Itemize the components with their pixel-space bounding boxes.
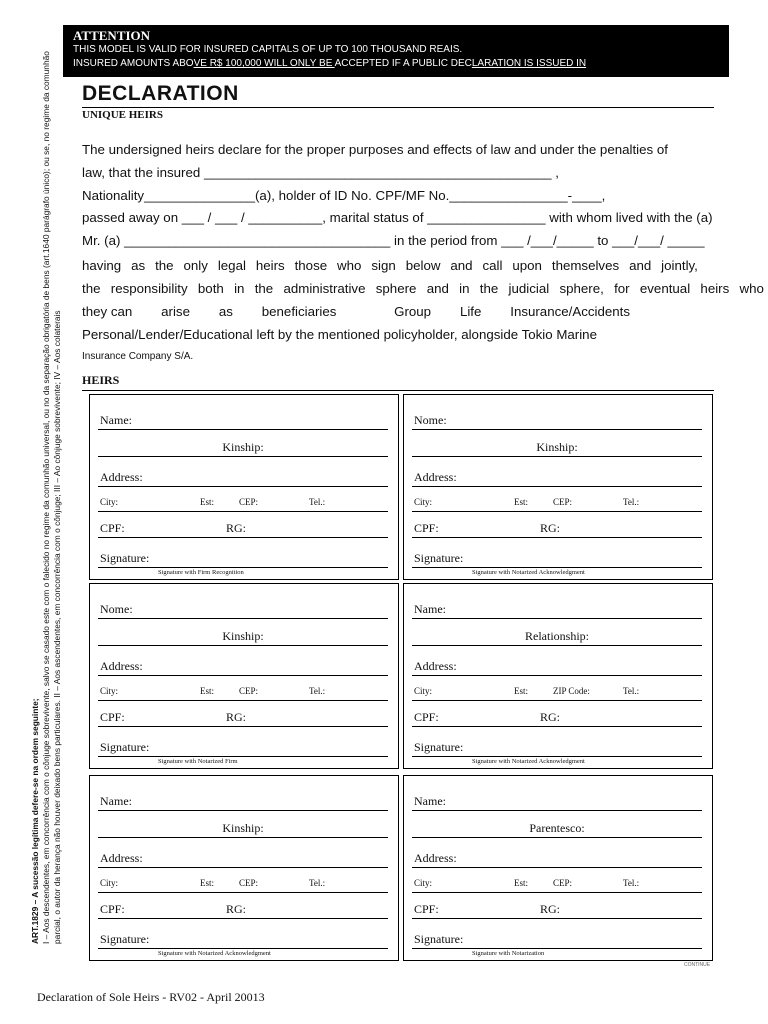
zip-label: CEP: xyxy=(239,686,259,696)
word: beneficiaries xyxy=(261,304,337,319)
signature-field[interactable] xyxy=(98,551,388,568)
word: and xyxy=(450,258,473,273)
city-label: City: xyxy=(100,497,119,507)
word: in xyxy=(459,281,470,296)
attention-banner xyxy=(63,25,729,77)
word: heirs xyxy=(255,258,285,273)
body-line-7 xyxy=(82,281,764,296)
word: upon xyxy=(512,258,542,273)
rg-label: RG: xyxy=(540,521,561,535)
kinship-field[interactable] xyxy=(98,440,388,457)
word: having xyxy=(82,258,122,273)
attention-line-2-b: VE R$ 100,000 WILL ONLY BE xyxy=(193,58,335,69)
kinship-label: Kinship: xyxy=(536,440,578,454)
attention-line-2 xyxy=(73,57,719,71)
body-line-9: Personal/Lender/Educational left by the mentioned policyholder, alongside Tokio Marine xyxy=(82,327,597,342)
name-field[interactable] xyxy=(98,413,388,430)
signature-label: Signature: xyxy=(100,932,150,946)
name-field[interactable] xyxy=(98,602,388,619)
footer: Declaration of Sole Heirs - RV02 - April 20013 xyxy=(37,990,265,1004)
est-label: Est: xyxy=(200,497,215,507)
tel-label: Tel.: xyxy=(623,686,640,696)
zip-label: CEP: xyxy=(239,878,259,888)
attention-line-2-d: LARATION IS ISSUED IN xyxy=(471,58,587,69)
city-row[interactable] xyxy=(412,878,702,893)
signature-field[interactable] xyxy=(98,932,388,949)
word: those xyxy=(294,258,328,273)
word: arise xyxy=(161,304,190,319)
heir-box xyxy=(403,394,713,580)
zip-label: ZIP Code: xyxy=(553,686,590,696)
cpf-rg-row[interactable] xyxy=(412,902,702,919)
rg-label: RG: xyxy=(540,710,561,724)
signature-field[interactable] xyxy=(412,551,702,568)
word: sphere xyxy=(375,281,417,296)
word: who xyxy=(739,281,764,296)
rg-label: RG: xyxy=(226,710,247,724)
signature-caption-text: Signature with Firm Recognition xyxy=(158,569,244,576)
word: they can xyxy=(82,304,133,319)
cpf-label: CPF: xyxy=(414,710,439,724)
signature-caption-text: Signature with Notarized Acknowledgment xyxy=(158,950,271,957)
kinship-label: Kinship: xyxy=(222,629,264,643)
attention-line-2-a: INSURED AMOUNTS ABO xyxy=(73,58,194,69)
name-field[interactable] xyxy=(412,413,702,430)
address-field[interactable] xyxy=(412,851,702,868)
word: heirs xyxy=(700,281,730,296)
signature-caption-text: Signature with Notarized Firm xyxy=(158,758,238,765)
title-rule xyxy=(82,107,714,108)
name-label: Name: xyxy=(414,602,446,616)
kinship-label: Parentesco: xyxy=(529,821,585,835)
word: jointly, xyxy=(661,258,698,273)
tel-label: Tel.: xyxy=(309,497,326,507)
address-label: Address: xyxy=(414,659,457,673)
address-field[interactable] xyxy=(412,659,702,676)
address-field[interactable] xyxy=(98,470,388,487)
word: below xyxy=(405,258,441,273)
address-label: Address: xyxy=(414,851,457,865)
cpf-rg-row[interactable] xyxy=(412,710,702,727)
kinship-label: Kinship: xyxy=(222,440,264,454)
word: Life xyxy=(459,304,482,319)
city-row[interactable] xyxy=(412,686,702,701)
attention-line-2-c: ACCEPTED IF A PUBLIC DEC xyxy=(334,58,472,69)
est-label: Est: xyxy=(200,878,215,888)
word: as xyxy=(131,258,146,273)
continue-note: CONTINUE xyxy=(684,962,711,968)
kinship-field[interactable] xyxy=(412,440,702,457)
name-field[interactable] xyxy=(412,794,702,811)
cpf-label: CPF: xyxy=(414,902,439,916)
body-line-4: passed away on ___ / ___ / __________, marital status of ________________ with whom lived with the (a) xyxy=(82,210,713,225)
signature-field[interactable] xyxy=(412,932,702,949)
tel-label: Tel.: xyxy=(309,878,326,888)
tel-label: Tel.: xyxy=(309,686,326,696)
tel-label: Tel.: xyxy=(623,497,640,507)
signature-label: Signature: xyxy=(414,551,464,565)
est-label: Est: xyxy=(514,686,529,696)
kinship-field[interactable] xyxy=(98,821,388,838)
kinship-label: Kinship: xyxy=(222,821,264,835)
tel-label: Tel.: xyxy=(623,878,640,888)
signature-field[interactable] xyxy=(98,740,388,757)
rg-label: RG: xyxy=(226,521,247,535)
address-field[interactable] xyxy=(98,659,388,676)
heir-box xyxy=(89,394,399,580)
attention-title: ATTENTION xyxy=(73,28,151,43)
word: eventual xyxy=(639,281,691,296)
est-label: Est: xyxy=(514,497,529,507)
word: as xyxy=(218,304,233,319)
word: the xyxy=(479,281,499,296)
kinship-field[interactable] xyxy=(98,629,388,646)
cpf-rg-row[interactable] xyxy=(98,710,388,727)
zip-label: CEP: xyxy=(553,878,573,888)
word: and xyxy=(426,281,449,296)
heirs-rule xyxy=(82,390,714,391)
name-label: Nome: xyxy=(414,413,447,427)
sidebar-line-3: parcial, o autor da herança não houver deixado bens particulares. II – Aos ascendentes, em concorrência com o cônjuge; III – Ao cônjuge sobrevivente; IV – Aos colaterais xyxy=(52,310,62,944)
rg-label: RG: xyxy=(540,902,561,916)
word: Group xyxy=(394,304,432,319)
name-label: Name: xyxy=(414,794,446,808)
sidebar-line-1: ART.1829 – A sucessão legítima defere-se na ordem seguinte; xyxy=(30,698,40,944)
city-row[interactable] xyxy=(98,878,388,893)
heir-box xyxy=(89,775,399,961)
legal-sidebar xyxy=(30,51,63,944)
heirs-title: HEIRS xyxy=(82,373,120,387)
city-label: City: xyxy=(414,878,433,888)
cpf-label: CPF: xyxy=(414,521,439,535)
city-label: City: xyxy=(414,686,433,696)
word: the xyxy=(155,258,174,273)
city-row[interactable] xyxy=(98,686,388,701)
name-label: Name: xyxy=(100,794,132,808)
address-label: Address: xyxy=(414,470,457,484)
signature-label: Signature: xyxy=(414,740,464,754)
word: both xyxy=(197,281,224,296)
name-label: Nome: xyxy=(100,602,133,616)
body-line-2: law, that the insured _______________________________________________ , xyxy=(82,165,559,180)
word: Insurance/Accidents xyxy=(510,304,630,319)
rg-label: RG: xyxy=(226,902,247,916)
document-title: DECLARATION xyxy=(82,82,239,105)
word: judicial xyxy=(508,281,550,296)
body-line-10: Insurance Company S/A. xyxy=(82,351,194,362)
body-line-3: Nationality_______________(a), holder of ID No. CPF/MF No.________________-____, xyxy=(82,188,606,203)
address-field[interactable] xyxy=(412,470,702,487)
sidebar-line-2: I – Aos descendentes, em concorrência com o cônjuge sobrevivente, salvo se casado este com o falecido no regime da comunhão universal, ou no da separação obrigatória de bens (art.1640 parágrafo único); ou se, no regime da comunhão xyxy=(41,51,51,944)
body-line-5: Mr. (a) ____________________________________ in the period from ___ /___/_____ to ___/___/ _____ xyxy=(82,233,705,248)
heir-box xyxy=(403,583,713,769)
word: and xyxy=(629,258,652,273)
est-label: Est: xyxy=(200,686,215,696)
word: in xyxy=(234,281,245,296)
cpf-rg-row[interactable] xyxy=(98,521,388,538)
address-label: Address: xyxy=(100,470,143,484)
word: sign xyxy=(371,258,396,273)
word: themselves xyxy=(551,258,620,273)
word: responsibility xyxy=(110,281,188,296)
address-field[interactable] xyxy=(98,851,388,868)
word: only xyxy=(183,258,208,273)
word: sphere, xyxy=(559,281,604,296)
signature-caption-text: Signature with Notarized Acknowledgment xyxy=(472,758,585,765)
address-label: Address: xyxy=(100,851,143,865)
signature-label: Signature: xyxy=(100,551,150,565)
signature-field[interactable] xyxy=(412,740,702,757)
zip-label: CEP: xyxy=(553,497,573,507)
city-row[interactable] xyxy=(412,497,702,512)
zip-label: CEP: xyxy=(239,497,259,507)
name-field[interactable] xyxy=(412,602,702,619)
word: who xyxy=(337,258,362,273)
cpf-rg-row[interactable] xyxy=(412,521,702,538)
kinship-field[interactable] xyxy=(412,629,702,646)
cpf-rg-row[interactable] xyxy=(98,902,388,919)
address-label: Address: xyxy=(100,659,143,673)
word: legal xyxy=(217,258,246,273)
city-label: City: xyxy=(100,686,119,696)
name-field[interactable] xyxy=(98,794,388,811)
cpf-label: CPF: xyxy=(100,902,125,916)
city-label: City: xyxy=(100,878,119,888)
signature-caption-text: Signature with Notarized Acknowledgment xyxy=(472,569,585,576)
word: the xyxy=(82,281,101,296)
document-subtitle: UNIQUE HEIRS xyxy=(82,109,163,121)
name-label: Name: xyxy=(100,413,132,427)
kinship-label: Relationship: xyxy=(525,629,589,643)
body-line-8 xyxy=(82,304,630,319)
body-line-1: The undersigned heirs declare for the proper purposes and effects of law and under the penalties of xyxy=(82,142,668,157)
heir-box xyxy=(403,775,713,961)
word: administrative xyxy=(283,281,366,296)
signature-label: Signature: xyxy=(414,932,464,946)
heir-box xyxy=(89,583,399,769)
city-label: City: xyxy=(414,497,433,507)
signature-caption-text: Signature with Notarization xyxy=(472,950,545,957)
attention-line-1: THIS MODEL IS VALID FOR INSURED CAPITALS OF UP TO 100 THOUSAND REAIS. xyxy=(73,44,463,55)
word: the xyxy=(254,281,274,296)
cpf-label: CPF: xyxy=(100,710,125,724)
body-line-6 xyxy=(82,258,698,273)
signature-label: Signature: xyxy=(100,740,150,754)
kinship-field[interactable] xyxy=(412,821,702,838)
est-label: Est: xyxy=(514,878,529,888)
city-row[interactable] xyxy=(98,497,388,512)
word: for xyxy=(614,281,630,296)
word: call xyxy=(482,258,503,273)
cpf-label: CPF: xyxy=(100,521,125,535)
